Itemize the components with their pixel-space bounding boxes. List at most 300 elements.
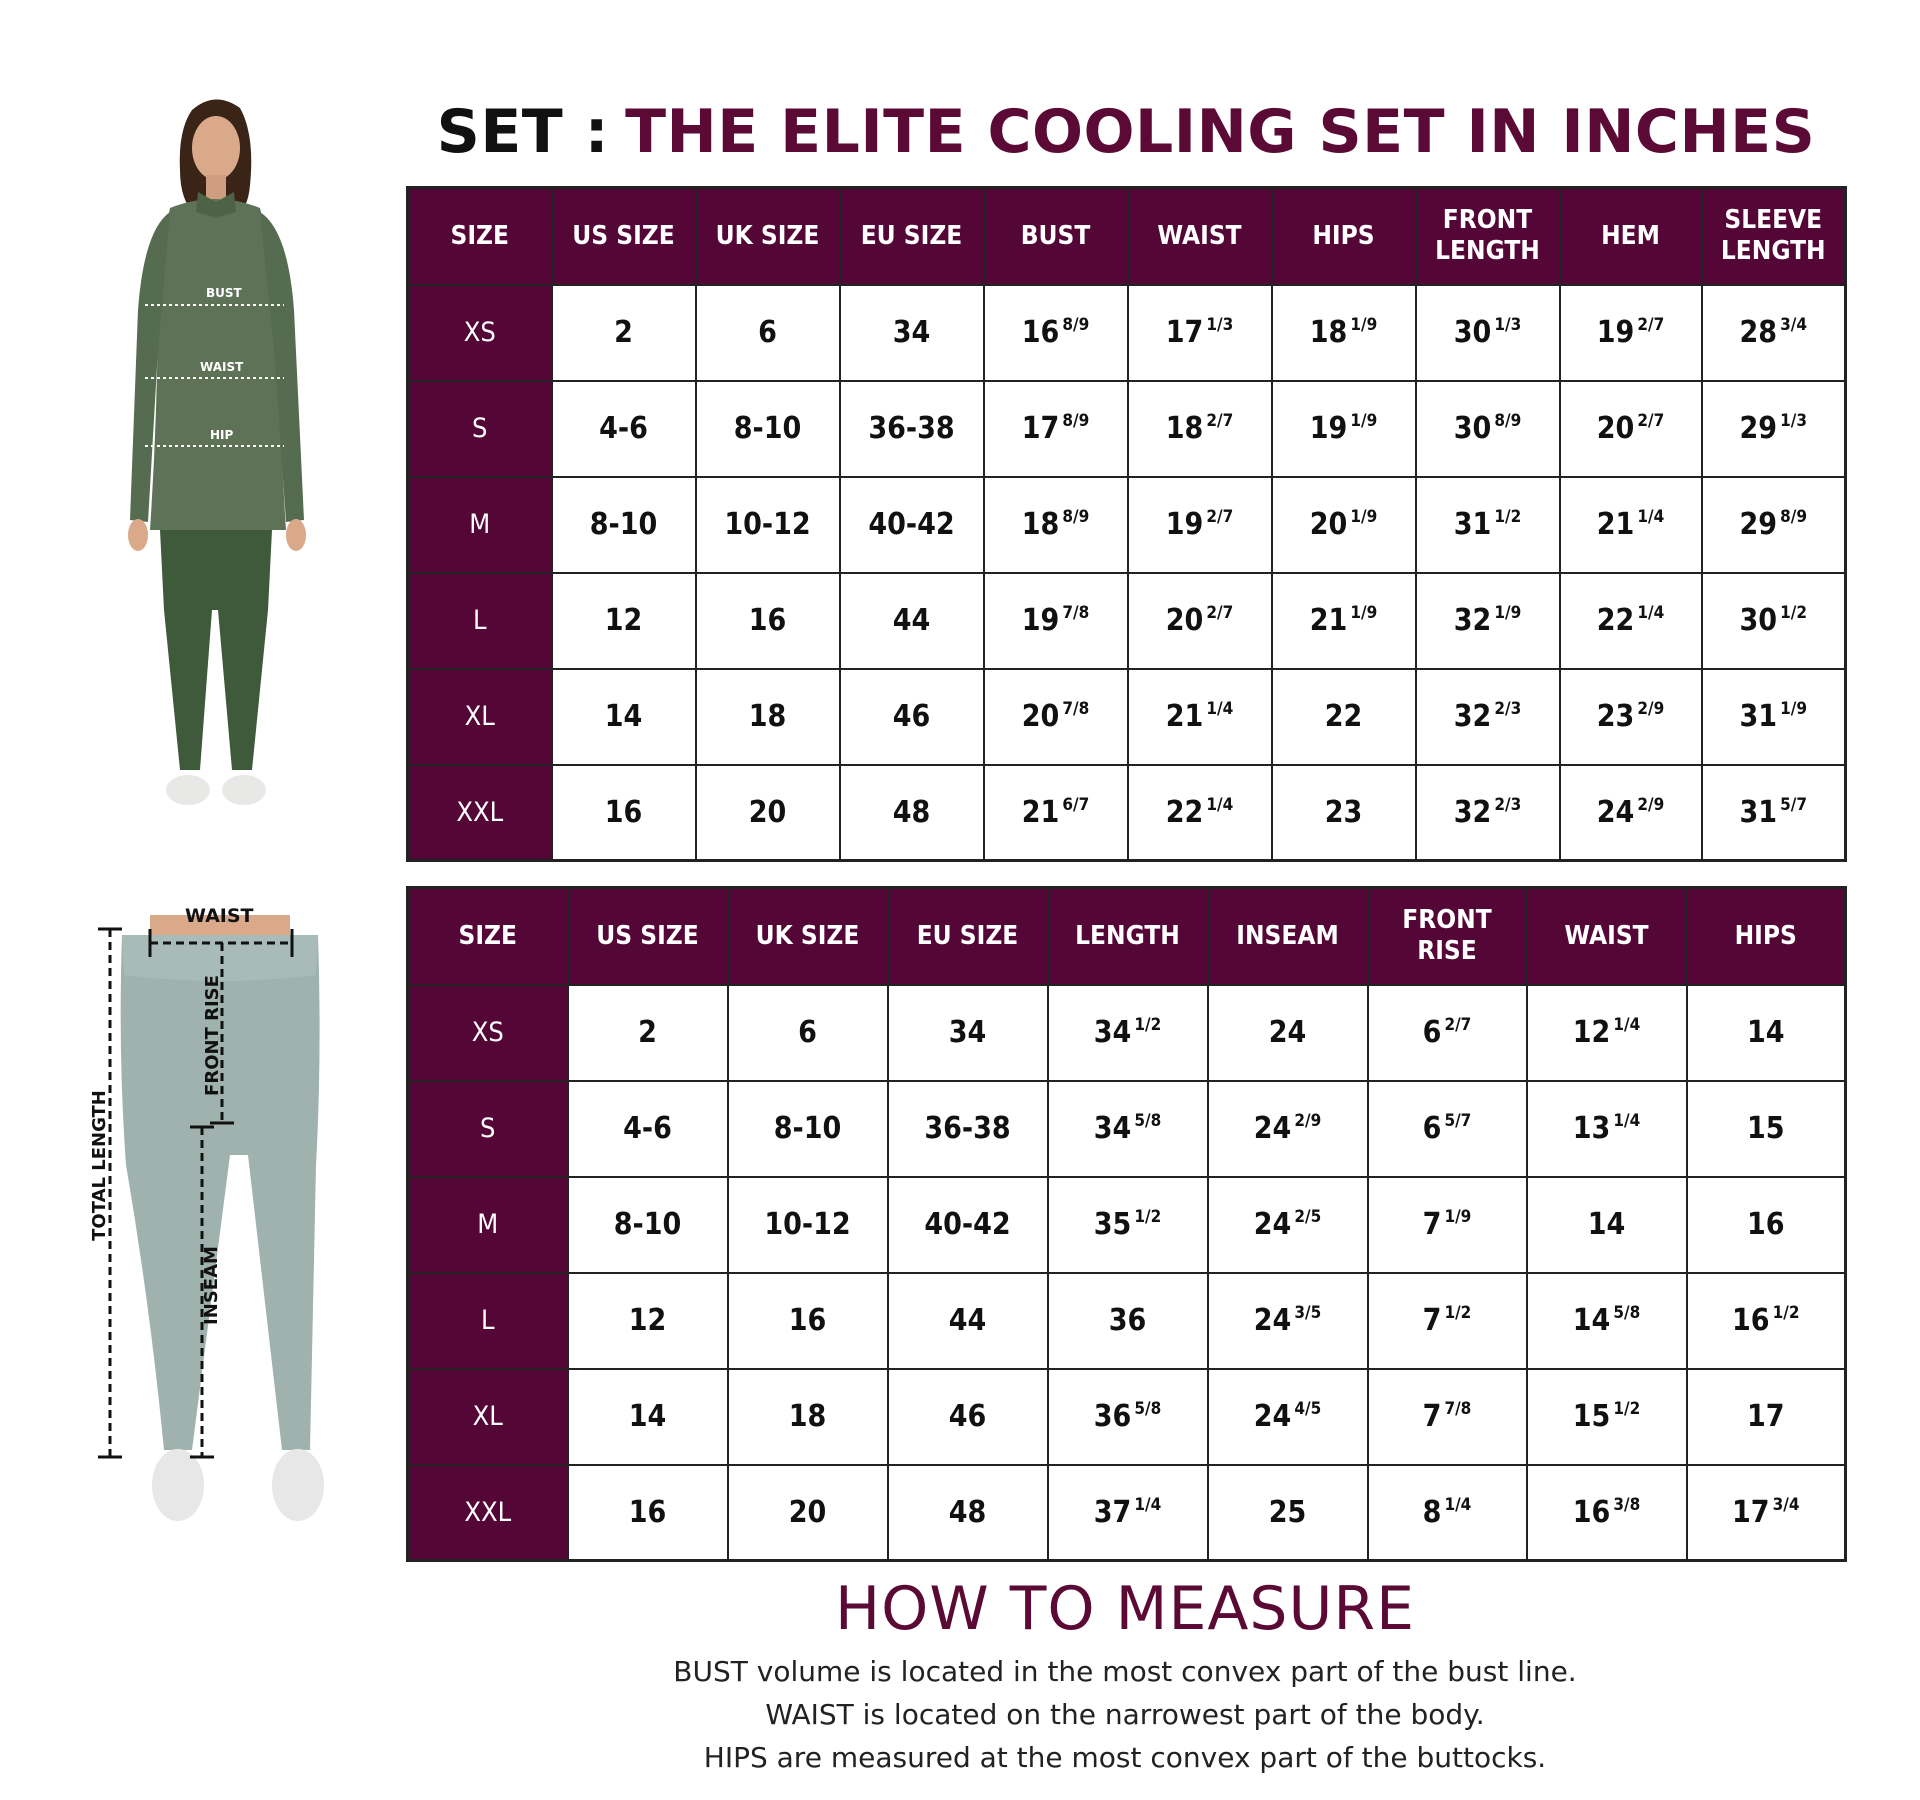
cell-whole-value: 17 — [1165, 315, 1204, 350]
table-row — [408, 1273, 1846, 1369]
table-cell — [552, 285, 696, 381]
cell-whole-value: 48 — [948, 1494, 987, 1530]
cell-whole-value: 25 — [1268, 1494, 1307, 1530]
cell-whole-value: 24 — [1253, 1111, 1292, 1146]
cell-whole-value: 44 — [892, 603, 931, 638]
cell-whole-value: 35 — [1093, 1207, 1132, 1242]
cell-fraction: 1/2 — [1772, 1303, 1800, 1323]
cell-whole-value: 22 — [1324, 699, 1363, 734]
cell-fraction: 1/3 — [1206, 315, 1234, 335]
table-cell — [1702, 573, 1846, 669]
cell-fraction: 4/5 — [1294, 1399, 1322, 1419]
cell-whole-value: 32 — [1453, 699, 1492, 734]
table-cell — [1702, 669, 1846, 765]
cell-whole-value: 16 — [748, 603, 787, 638]
cell-fraction: 1/4 — [1444, 1494, 1472, 1515]
cell-whole-value: 16 — [628, 1494, 667, 1530]
cell-fraction: 1/2 — [1134, 1207, 1162, 1227]
how-to-measure-hips: HIPS are measured at the most convex part of the buttocks. — [703, 1741, 1547, 1774]
cell-whole-value: 30 — [1739, 603, 1778, 638]
cell-whole-value: 4-6 — [599, 411, 648, 446]
title-main: THE ELITE COOLING SET IN INCHES — [625, 97, 1816, 167]
cell-fraction: 3/5 — [1294, 1303, 1322, 1323]
cell-whole-value: 36-38 — [868, 411, 955, 446]
leggings-figure — [60, 905, 350, 1605]
table-row — [408, 1177, 1846, 1273]
cell-fraction: 1/2 — [1780, 603, 1807, 623]
bottom-header-eu-size: EU SIZE — [888, 888, 1048, 985]
how-to-measure-waist: WAIST is located on the narrowest part of the body. — [765, 1698, 1485, 1731]
table-cell — [1208, 1273, 1368, 1369]
table-cell — [1560, 381, 1702, 477]
cell-whole-value: 48 — [892, 794, 931, 830]
cell-fraction: 2/7 — [1444, 1015, 1472, 1035]
table-cell — [568, 1369, 728, 1465]
cell-whole-value: 44 — [948, 1303, 987, 1338]
table-cell — [1208, 1177, 1368, 1273]
table-cell — [1702, 381, 1846, 477]
table-cell — [888, 1465, 1048, 1561]
table-cell — [1048, 1081, 1208, 1177]
cell-fraction: 1/9 — [1494, 603, 1522, 623]
cell-fraction: 1/4 — [1206, 794, 1234, 815]
table-cell — [1272, 765, 1416, 861]
bottom-header-inseam: INSEAM — [1208, 888, 1368, 985]
cell-whole-value: 19 — [1165, 507, 1204, 542]
cell-whole-value: 37 — [1093, 1494, 1132, 1530]
size-cell: L — [408, 573, 552, 669]
table-cell — [1702, 285, 1846, 381]
cell-whole-value: 21 — [1309, 603, 1348, 638]
cell-fraction: 1/4 — [1637, 603, 1665, 623]
table-cell — [728, 1273, 888, 1369]
cell-fraction: 1/9 — [1350, 603, 1378, 623]
table-cell — [984, 573, 1128, 669]
cell-whole-value: 17 — [1021, 411, 1060, 446]
table-cell — [1527, 1273, 1687, 1369]
cell-fraction: 8/9 — [1062, 315, 1090, 335]
cell-whole-value: 2 — [638, 1015, 657, 1050]
cell-whole-value: 31 — [1739, 794, 1778, 830]
cell-whole-value: 36-38 — [924, 1111, 1011, 1146]
table-row — [408, 985, 1846, 1081]
table-cell — [1128, 477, 1272, 573]
cell-whole-value: 40-42 — [924, 1207, 1011, 1242]
table-cell — [1048, 985, 1208, 1081]
size-cell: M — [408, 1177, 568, 1273]
cell-fraction: 1/4 — [1613, 1111, 1641, 1131]
table-cell — [1527, 1177, 1687, 1273]
cell-fraction: 1/3 — [1780, 411, 1807, 431]
top-model-illustration — [100, 90, 330, 890]
cell-whole-value: 34 — [1093, 1015, 1132, 1050]
cell-fraction: 5/7 — [1444, 1111, 1472, 1131]
cell-whole-value: 14 — [1587, 1207, 1626, 1242]
table-cell — [1702, 765, 1846, 861]
table-row — [408, 669, 1846, 765]
bust-label: BUST — [206, 286, 242, 300]
cell-fraction: 2/9 — [1637, 699, 1665, 719]
title-prefix: SET : — [436, 97, 610, 167]
table-cell — [1560, 573, 1702, 669]
cell-whole-value: 21 — [1165, 699, 1204, 734]
table-cell — [1687, 985, 1846, 1081]
table-cell — [696, 573, 840, 669]
cell-whole-value: 16 — [1746, 1207, 1785, 1242]
cell-whole-value: 18 — [788, 1399, 827, 1434]
table-cell — [1128, 669, 1272, 765]
table-cell — [568, 1465, 728, 1561]
cell-whole-value: 14 — [628, 1399, 667, 1434]
table-cell — [696, 669, 840, 765]
cell-whole-value: 16 — [1572, 1494, 1611, 1530]
table-row — [408, 1369, 1846, 1465]
table-cell — [1272, 477, 1416, 573]
table-cell — [1416, 477, 1560, 573]
table-cell — [1128, 573, 1272, 669]
size-cell: M — [408, 477, 552, 573]
table-cell — [1272, 381, 1416, 477]
cell-whole-value: 6 — [758, 315, 777, 350]
top-table-header-row — [408, 188, 1846, 285]
cell-whole-value: 7 — [1422, 1207, 1442, 1242]
table-cell — [1527, 1081, 1687, 1177]
cell-whole-value: 34 — [1093, 1111, 1132, 1146]
table-row — [408, 285, 1846, 381]
top-header-hips: HIPS — [1272, 188, 1416, 285]
cell-fraction: 1/2 — [1494, 507, 1522, 527]
table-cell — [1416, 381, 1560, 477]
cell-fraction: 2/7 — [1206, 603, 1234, 623]
cell-whole-value: 18 — [1021, 507, 1060, 542]
table-cell — [1048, 1177, 1208, 1273]
inseam-label: INSEAM — [200, 1246, 222, 1325]
table-row — [408, 477, 1846, 573]
cell-fraction: 8/9 — [1062, 411, 1090, 431]
how-to-measure-title: HOW TO MEASURE — [834, 1574, 1415, 1644]
cell-fraction: 2/9 — [1637, 794, 1665, 815]
table-cell — [1416, 669, 1560, 765]
table-row — [408, 1081, 1846, 1177]
size-cell: XXL — [408, 765, 552, 861]
cell-whole-value: 34 — [948, 1015, 987, 1050]
table-cell — [840, 381, 984, 477]
cell-whole-value: 8-10 — [773, 1111, 842, 1146]
table-cell — [1368, 1177, 1527, 1273]
table-cell — [1702, 477, 1846, 573]
table-cell — [1687, 1273, 1846, 1369]
table-cell — [552, 573, 696, 669]
table-cell — [568, 1081, 728, 1177]
table-cell — [1368, 1465, 1527, 1561]
cell-whole-value: 23 — [1596, 699, 1635, 734]
cell-fraction: 8/9 — [1494, 411, 1522, 431]
cell-fraction: 2/3 — [1494, 794, 1522, 815]
cell-whole-value: 30 — [1453, 315, 1492, 350]
cell-whole-value: 10-12 — [724, 507, 811, 542]
table-cell — [728, 1465, 888, 1561]
table-cell — [728, 985, 888, 1081]
cell-whole-value: 4-6 — [623, 1111, 672, 1146]
cell-whole-value: 10-12 — [764, 1207, 851, 1242]
cell-whole-value: 32 — [1453, 794, 1492, 830]
cell-fraction: 2/7 — [1206, 411, 1234, 431]
table-cell — [888, 1177, 1048, 1273]
table-cell — [984, 477, 1128, 573]
cell-whole-value: 8-10 — [613, 1207, 682, 1242]
cell-whole-value: 15 — [1746, 1111, 1785, 1146]
cell-fraction: 2/5 — [1294, 1207, 1322, 1227]
page-title — [406, 92, 1846, 172]
table-cell — [1272, 669, 1416, 765]
cell-whole-value: 8-10 — [733, 411, 802, 446]
cell-fraction: 1/2 — [1613, 1399, 1641, 1419]
hip-label: HIP — [210, 428, 234, 442]
table-cell — [888, 985, 1048, 1081]
table-row — [408, 1465, 1846, 1561]
cell-whole-value: 14 — [1746, 1015, 1785, 1050]
cell-whole-value: 13 — [1572, 1111, 1611, 1146]
cell-whole-value: 19 — [1596, 315, 1635, 350]
top-header-hem: HEM — [1560, 188, 1702, 285]
cell-whole-value: 46 — [892, 699, 931, 734]
cell-fraction: 2/7 — [1206, 507, 1234, 527]
cell-whole-value: 20 — [748, 794, 787, 830]
table-cell — [1272, 285, 1416, 381]
cell-fraction: 7/8 — [1444, 1399, 1472, 1419]
cell-whole-value: 36 — [1093, 1399, 1132, 1434]
table-cell — [1208, 985, 1368, 1081]
table-row — [408, 573, 1846, 669]
cell-whole-value: 24 — [1268, 1015, 1307, 1050]
table-cell — [984, 381, 1128, 477]
bottom-size-table — [406, 886, 1847, 1562]
cell-whole-value: 20 — [788, 1494, 827, 1530]
cell-fraction: 6/7 — [1062, 794, 1090, 815]
cell-fraction: 1/9 — [1780, 699, 1807, 719]
table-cell — [696, 765, 840, 861]
cell-whole-value: 36 — [1108, 1303, 1147, 1338]
table-cell — [888, 1369, 1048, 1465]
cell-whole-value: 8 — [1422, 1494, 1442, 1530]
table-cell — [984, 285, 1128, 381]
table-cell — [1048, 1273, 1208, 1369]
cell-fraction: 5/8 — [1134, 1399, 1162, 1419]
total-length-label: TOTAL LENGTH — [88, 1090, 110, 1241]
cell-whole-value: 18 — [1165, 411, 1204, 446]
top-header-sleeve-length: SLEEVE LENGTH — [1702, 188, 1846, 285]
table-cell — [1527, 1465, 1687, 1561]
table-cell — [888, 1273, 1048, 1369]
cell-fraction: 5/8 — [1134, 1111, 1162, 1131]
cell-fraction: 5/7 — [1780, 794, 1807, 815]
cell-whole-value: 19 — [1021, 603, 1060, 638]
table-cell — [1560, 477, 1702, 573]
table-cell — [1368, 1273, 1527, 1369]
table-cell — [568, 1177, 728, 1273]
top-header-eu-size: EU SIZE — [840, 188, 984, 285]
table-cell — [1560, 285, 1702, 381]
cell-fraction: 3/4 — [1780, 315, 1807, 335]
cell-whole-value: 21 — [1596, 507, 1635, 542]
table-cell — [1128, 765, 1272, 861]
cell-fraction: 1/4 — [1637, 507, 1665, 527]
cell-fraction: 2/9 — [1294, 1111, 1322, 1131]
cell-fraction: 1/9 — [1444, 1207, 1472, 1227]
table-cell — [1687, 1465, 1846, 1561]
size-cell: XL — [408, 1369, 568, 1465]
table-cell — [1048, 1369, 1208, 1465]
cell-whole-value: 6 — [798, 1015, 817, 1050]
cell-fraction: 2/7 — [1637, 411, 1665, 431]
cell-whole-value: 7 — [1422, 1303, 1442, 1338]
table-cell — [1272, 573, 1416, 669]
table-cell — [552, 381, 696, 477]
size-cell: S — [408, 381, 552, 477]
cell-whole-value: 8-10 — [589, 507, 658, 542]
cell-fraction: 1/9 — [1350, 507, 1378, 527]
cell-whole-value: 32 — [1453, 603, 1492, 638]
table-cell — [840, 669, 984, 765]
table-cell — [840, 765, 984, 861]
table-cell — [1687, 1369, 1846, 1465]
cell-whole-value: 14 — [604, 699, 643, 734]
table-cell — [1368, 985, 1527, 1081]
cell-whole-value: 22 — [1596, 603, 1635, 638]
cell-fraction: 3/8 — [1613, 1494, 1641, 1515]
leggings-waist-label: WAIST — [185, 905, 254, 927]
how-to-measure-bust: BUST volume is located in the most convex part of the bust line. — [673, 1655, 1577, 1688]
table-cell — [1128, 285, 1272, 381]
cell-fraction: 1/9 — [1350, 411, 1378, 431]
cell-whole-value: 16 — [1732, 1303, 1770, 1338]
table-cell — [1527, 1369, 1687, 1465]
table-cell — [840, 285, 984, 381]
table-row — [408, 765, 1846, 861]
cell-fraction: 8/9 — [1062, 507, 1090, 527]
cell-fraction: 7/8 — [1062, 699, 1090, 719]
top-header-front-length: FRONT LENGTH — [1416, 188, 1560, 285]
cell-whole-value: 28 — [1739, 315, 1778, 350]
bottom-header-us-size: US SIZE — [568, 888, 728, 985]
cell-whole-value: 14 — [1572, 1303, 1611, 1338]
table-cell — [984, 765, 1128, 861]
table-cell — [888, 1081, 1048, 1177]
cell-whole-value: 19 — [1309, 411, 1348, 446]
cell-whole-value: 24 — [1253, 1399, 1292, 1434]
cell-whole-value: 20 — [1596, 411, 1635, 446]
cell-fraction: 5/8 — [1613, 1303, 1641, 1323]
cell-whole-value: 24 — [1596, 794, 1635, 830]
table-cell — [552, 477, 696, 573]
front-rise-label: FRONT RISE — [201, 975, 223, 1096]
cell-fraction: 7/8 — [1062, 603, 1090, 623]
cell-whole-value: 23 — [1324, 794, 1363, 830]
cell-whole-value: 16 — [788, 1303, 827, 1338]
cell-fraction: 1/3 — [1494, 315, 1522, 335]
table-row — [408, 381, 1846, 477]
table-cell — [1687, 1177, 1846, 1273]
table-cell — [552, 669, 696, 765]
cell-whole-value: 12 — [628, 1303, 667, 1338]
table-cell — [1687, 1081, 1846, 1177]
table-cell — [696, 477, 840, 573]
table-cell — [1048, 1465, 1208, 1561]
bottom-header-hips: HIPS — [1687, 888, 1846, 985]
table-cell — [568, 985, 728, 1081]
cell-fraction: 1/2 — [1134, 1015, 1162, 1035]
table-cell — [728, 1177, 888, 1273]
cell-whole-value: 7 — [1422, 1399, 1442, 1434]
table-cell — [840, 573, 984, 669]
how-to-measure-text — [406, 1650, 1844, 1779]
cell-whole-value: 20 — [1165, 603, 1204, 638]
cell-fraction: 2/3 — [1494, 699, 1522, 719]
bottom-header-length: LENGTH — [1048, 888, 1208, 985]
table-cell — [840, 477, 984, 573]
cell-whole-value: 17 — [1732, 1494, 1770, 1530]
table-cell — [1416, 285, 1560, 381]
cell-whole-value: 18 — [1309, 315, 1348, 350]
bottom-header-front-rise: FRONT RISE — [1368, 888, 1527, 985]
cell-whole-value: 29 — [1739, 507, 1778, 542]
top-header-us-size: US SIZE — [552, 188, 696, 285]
cell-whole-value: 20 — [1021, 699, 1060, 734]
table-cell — [1368, 1369, 1527, 1465]
table-cell — [1208, 1465, 1368, 1561]
cell-fraction: 1/2 — [1444, 1303, 1472, 1323]
table-cell — [1560, 669, 1702, 765]
table-cell — [728, 1369, 888, 1465]
cell-whole-value: 17 — [1746, 1399, 1785, 1434]
table-cell — [1416, 765, 1560, 861]
table-cell — [1368, 1081, 1527, 1177]
cell-fraction: 1/4 — [1613, 1015, 1641, 1035]
table-cell — [1416, 573, 1560, 669]
cell-fraction: 2/7 — [1637, 315, 1665, 335]
bottom-table-header-row — [408, 888, 1846, 985]
cell-whole-value: 24 — [1253, 1207, 1292, 1242]
cell-whole-value: 6 — [1422, 1015, 1442, 1050]
top-header-bust: BUST — [984, 188, 1128, 285]
top-size-table — [406, 186, 1847, 862]
table-cell — [728, 1081, 888, 1177]
cell-whole-value: 15 — [1572, 1399, 1611, 1434]
cell-whole-value: 12 — [1572, 1015, 1611, 1050]
cell-whole-value: 2 — [614, 315, 633, 350]
cell-whole-value: 31 — [1453, 507, 1492, 542]
cell-whole-value: 20 — [1309, 507, 1348, 542]
table-cell — [1560, 765, 1702, 861]
table-cell — [984, 669, 1128, 765]
cell-whole-value: 31 — [1739, 699, 1778, 734]
size-cell: XL — [408, 669, 552, 765]
top-header-uk-size: UK SIZE — [696, 188, 840, 285]
cell-whole-value: 46 — [948, 1399, 987, 1434]
size-cell: XS — [408, 285, 552, 381]
table-cell — [1128, 381, 1272, 477]
cell-whole-value: 24 — [1253, 1303, 1292, 1338]
table-cell — [568, 1273, 728, 1369]
cell-whole-value: 18 — [748, 699, 787, 734]
cell-whole-value: 12 — [604, 603, 643, 638]
top-model-figure — [100, 90, 330, 890]
cell-fraction: 1/4 — [1206, 699, 1234, 719]
cell-whole-value: 16 — [1021, 315, 1060, 350]
cell-whole-value: 21 — [1021, 794, 1060, 830]
size-cell: XS — [408, 985, 568, 1081]
bottom-header-uk-size: UK SIZE — [728, 888, 888, 985]
